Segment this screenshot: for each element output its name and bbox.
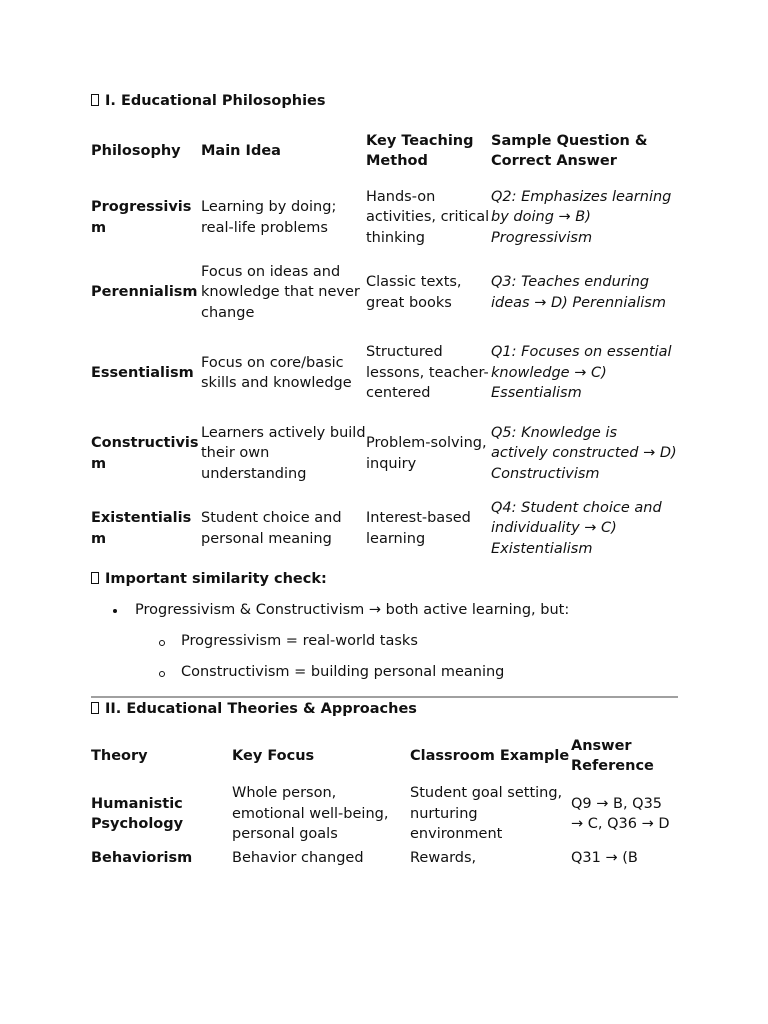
table-row bbox=[91, 255, 678, 330]
teaching-method-cell: Structured lessons, teacher-centered bbox=[366, 344, 489, 402]
sub-bullet-icon bbox=[159, 671, 165, 677]
main-idea-cell: Learners actively build their own understanding bbox=[201, 424, 366, 482]
document-page bbox=[91, 90, 678, 886]
main-idea-cell: Focus on ideas and knowledge that never change bbox=[201, 263, 360, 321]
table-row bbox=[91, 180, 678, 255]
bullet-icon bbox=[113, 609, 117, 613]
table-row bbox=[91, 416, 678, 491]
theory-name: Behaviorism bbox=[91, 850, 193, 866]
philosophy-name: Essentialism bbox=[91, 364, 194, 381]
table-row bbox=[91, 846, 678, 886]
missing-glyph-icon bbox=[91, 572, 99, 584]
table-row bbox=[91, 330, 678, 416]
philosophy-name: Constructivism bbox=[91, 435, 199, 472]
teaching-method-cell: Classic texts, great books bbox=[366, 274, 462, 311]
philosophy-name: Existentialism bbox=[91, 510, 192, 547]
bullet-text: Progressivism & Constructivism → both active learning, but: bbox=[135, 602, 570, 618]
table-header-row bbox=[91, 122, 678, 180]
philosophy-name: Progressivism bbox=[91, 199, 192, 236]
sample-question-cell: Q2: Emphasizes learning by doing → B) Progressivism bbox=[491, 188, 672, 246]
sample-question-cell: Q3: Teaches enduring ideas → D) Perennialism bbox=[491, 274, 666, 311]
classroom-example-cell: Rewards, bbox=[410, 850, 477, 866]
teaching-method-cell: Problem-solving, inquiry bbox=[366, 435, 487, 472]
main-idea-cell: Student choice and personal meaning bbox=[201, 510, 342, 547]
list-item bbox=[91, 626, 678, 657]
sub-bullet-icon bbox=[159, 640, 165, 646]
table-row bbox=[91, 491, 678, 566]
table-row bbox=[91, 782, 678, 846]
sub-bullet-text: Constructivism = building personal meaning bbox=[181, 664, 505, 680]
philosophy-name: Perennialism bbox=[91, 284, 198, 301]
list-item bbox=[91, 657, 678, 688]
section-2-title: II. Educational Theories & Approaches bbox=[105, 701, 417, 717]
column-header: Philosophy bbox=[91, 142, 181, 159]
section-2-heading bbox=[91, 698, 678, 720]
sample-question-cell: Q5: Knowledge is actively constructed → D) Constructivism bbox=[491, 424, 677, 482]
column-header: Theory bbox=[91, 747, 148, 764]
teaching-method-cell: Interest-based learning bbox=[366, 510, 471, 547]
similarity-heading bbox=[91, 568, 678, 590]
section-1-heading bbox=[91, 90, 678, 112]
sample-question-cell: Q1: Focuses on essential knowledge → C) Essentialism bbox=[491, 344, 672, 402]
answer-reference-cell: Q31 → (B bbox=[571, 850, 638, 866]
column-header: Answer Reference bbox=[571, 737, 654, 774]
column-header: Main Idea bbox=[201, 142, 281, 159]
missing-glyph-icon bbox=[91, 94, 99, 106]
column-header: Key Focus bbox=[232, 747, 315, 764]
sample-question-cell: Q4: Student choice and individuality → C) Existentialism bbox=[491, 499, 662, 557]
key-focus-cell: Behavior changed bbox=[232, 850, 364, 866]
theories-table bbox=[91, 730, 678, 886]
key-focus-cell: Whole person, emotional well-being, personal goals bbox=[232, 785, 389, 843]
answer-reference-cell: Q9 → B, Q35 → C, Q36 → D bbox=[571, 795, 670, 832]
main-idea-cell: Focus on core/basic skills and knowledge bbox=[201, 354, 352, 391]
column-header: Key Teaching Method bbox=[366, 132, 474, 169]
classroom-example-cell: Student goal setting, nurturing environment bbox=[410, 785, 563, 843]
section-1-title: I. Educational Philosophies bbox=[105, 93, 326, 109]
teaching-method-cell: Hands-on activities, critical thinking bbox=[366, 188, 490, 246]
main-idea-cell: Learning by doing; real-life problems bbox=[201, 199, 337, 236]
table-header-row bbox=[91, 730, 678, 782]
similarity-title: Important similarity check: bbox=[105, 571, 327, 587]
similarity-check bbox=[91, 568, 678, 688]
missing-glyph-icon bbox=[91, 702, 99, 714]
column-header: Sample Question & Correct Answer bbox=[491, 132, 648, 169]
theory-name: Humanistic Psychology bbox=[91, 795, 184, 832]
column-header: Classroom Example bbox=[410, 747, 570, 764]
philosophies-table bbox=[91, 122, 678, 566]
list-item bbox=[91, 595, 678, 626]
sub-bullet-text: Progressivism = real-world tasks bbox=[181, 633, 418, 649]
